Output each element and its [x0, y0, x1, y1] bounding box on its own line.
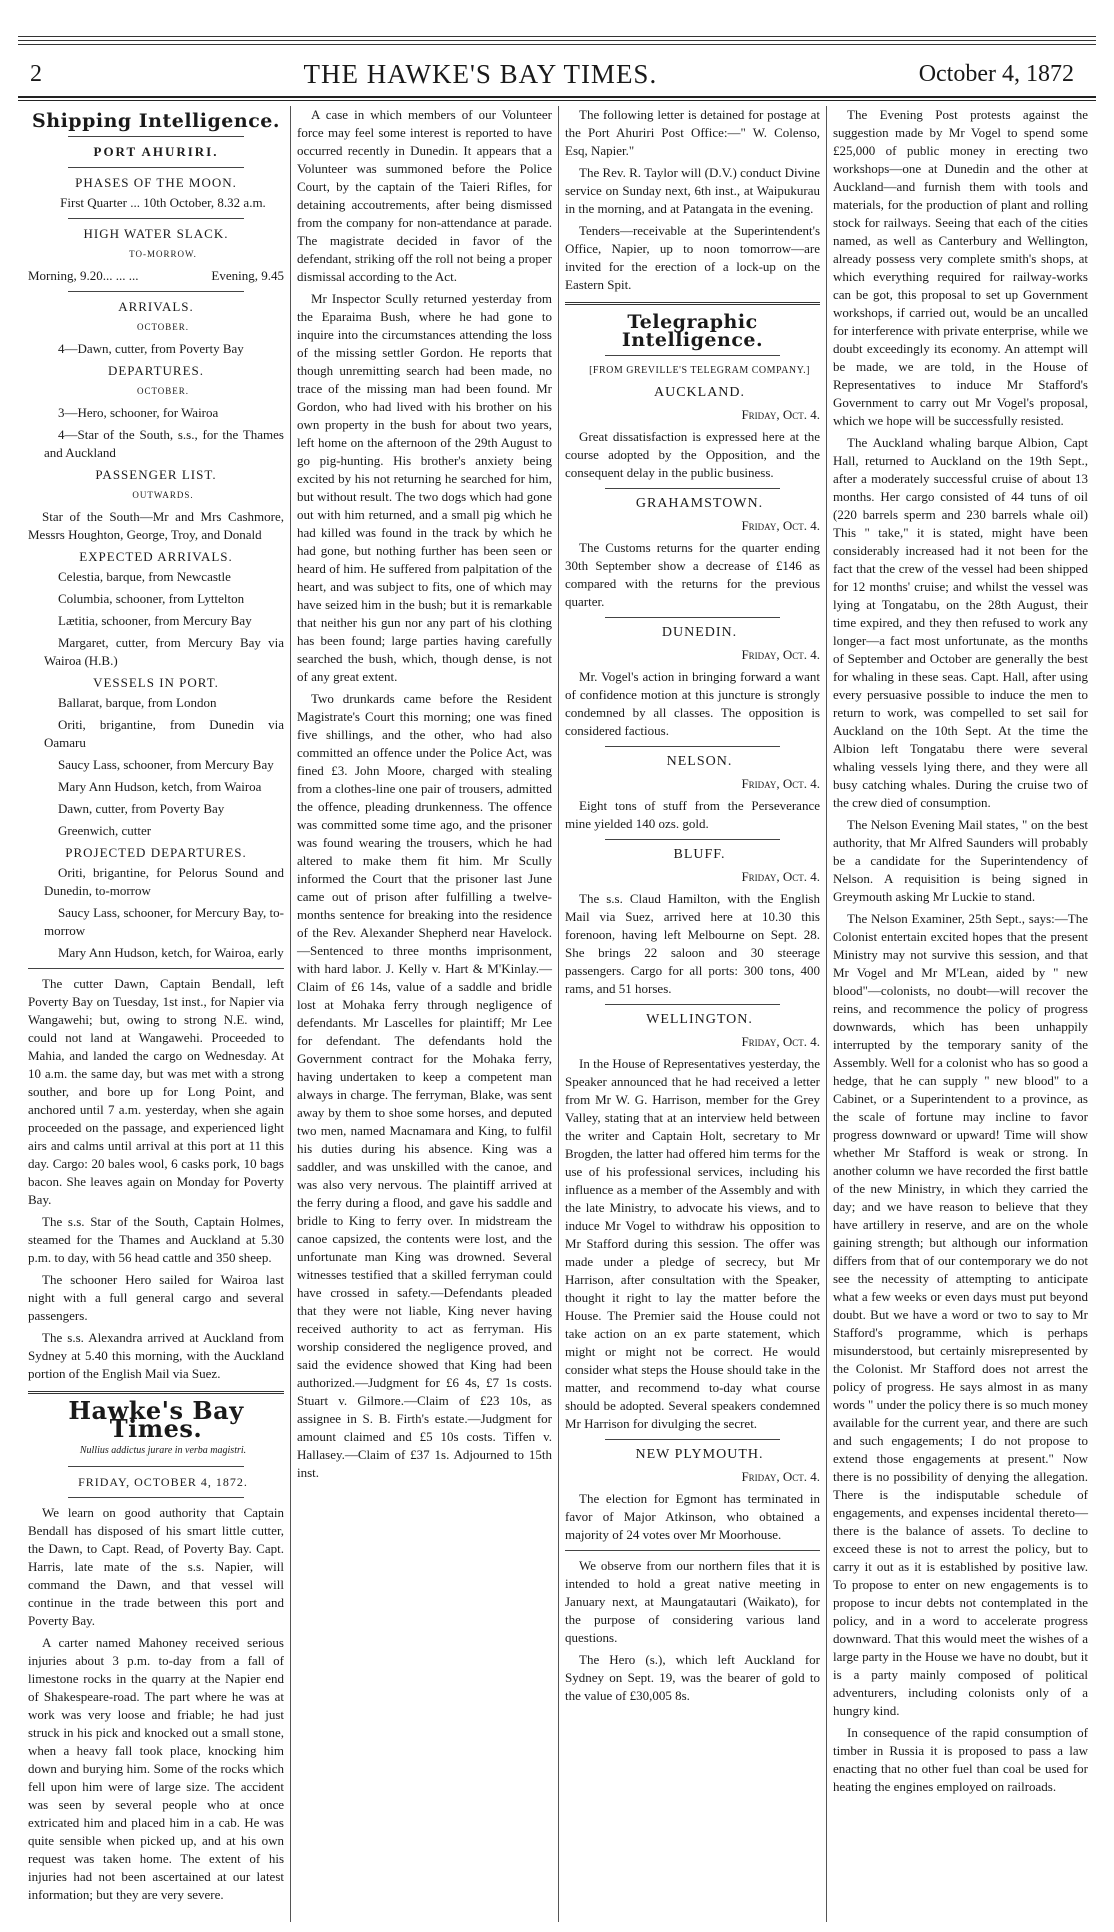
masthead-rule	[18, 96, 1096, 98]
departures-month: OCTOBER.	[136, 386, 190, 396]
divider	[28, 1391, 284, 1394]
arrival-item: 4—Dawn, cutter, from Poverty Bay	[58, 341, 244, 356]
divider	[605, 1004, 780, 1005]
dispatch-date: Friday, Oct. 4.	[741, 1469, 820, 1484]
divider	[68, 1497, 244, 1498]
dispatch-date: Friday, Oct. 4.	[741, 869, 820, 884]
page-number: 2	[30, 60, 42, 87]
news-paragraph: The Hero (s.), which left Auckland for Sydney on Sept. 19, was the bearer of gold to the value of £30,005 8s.	[565, 1652, 820, 1703]
dispatch-text: Great dissatisfaction is expressed here at the course adopted by the Opposition, and the consequent delay in the public business.	[565, 429, 820, 480]
shipping-heading: Shipping Intelligence.	[32, 110, 280, 132]
shipping-note: The s.s. Alexandra arrived at Auckland from Sydney at 5.40 this morning, with the Auckland portion of the English Mail via Suez.	[28, 1330, 284, 1381]
dispatch-text: The election for Egmont has terminated in favor of Major Atkinson, who obtained a majority of 24 votes over Mr Moorhouse.	[565, 1491, 820, 1542]
editorial-paragraph: We learn on good authority that Captain Bendall has disposed of his smart little cutter, the Dawn, to Capt. Read, of Poverty Bay. Capt. Harris, late mate of the s.s. Napier, will command the Dawn, and that vessel will continue in the trade between this port and Poverty Bay.	[28, 1505, 284, 1628]
expected-item: Margaret, cutter, from Mercury Bay via Wairoa (H.B.)	[44, 635, 284, 668]
divider	[68, 136, 244, 137]
divider	[605, 746, 780, 747]
shipping-note: The cutter Dawn, Captain Bendall, left Poverty Bay on Tuesday, 1st inst., for Napier via Wangawehi; but, owing to strong N.E. wind, could not land at Wangawehi. Proceeded to Mahia, and landed the cargo on Wednesday. At 10 a.m. the same day, but was met with a strong souther, and bore up for Long Point, and anchored until 7 a.m. yesterday, when she again proceeded on the passage, and experienced light airs and calms until arrival at this port at 11 this day. Cargo: 20 bales wool, 6 casks pork, 10 bags bacon. She leaves again on Monday for Poverty Bay.	[28, 976, 284, 1207]
dispatch-place: DUNEDIN.	[661, 625, 738, 640]
in-port-item: Greenwich, cutter	[58, 823, 152, 838]
column-2	[290, 106, 558, 1922]
top-rules	[18, 36, 1096, 48]
columns	[22, 106, 1094, 1922]
tide-sub: TO-MORROW.	[129, 249, 197, 259]
divider	[565, 302, 820, 305]
editorial-date: FRIDAY, OCTOBER 4, 1872.	[78, 1475, 248, 1489]
divider	[605, 1439, 780, 1440]
issue-date: October 4, 1872	[918, 60, 1074, 87]
dispatch-date: Friday, Oct. 4.	[741, 407, 820, 422]
news-paragraph: The Auckland whaling barque Albion, Capt Hall, returned to Auckland on the 19th Sept., after a moderately successful cruise of about 13 months. Her cargo consisted of 44 tuns of oil (220 barrels sperm and 230 barrels whale oil) This " take," it is stated, might have been considerably increased had it not been for the fact that the crew of the vessel had been shipped for 12 months' cruise; and whilst the vessel was lying at Tongatabu, on the 28th August, their time expired, and they then refused to work any longer—a fact most unfortunate, as the months of September and October are generally the best for whaling in these seas. Capt. Hall, after using every persuasive possible to induce the men to return to work, was compelled to set sail for Auckland on the 10th Sept. At the time the Albion left Tongatabu there were several whaling vessels lying there, and they were all busy catching whales. During the cruise two of the crew died of consumption.	[833, 435, 1088, 810]
expected-item: Lætitia, schooner, from Mercury Bay	[58, 613, 252, 628]
editorial-paragraph: A carter named Mahoney received serious injuries about 3 p.m. to-day from a fall of limestone rocks in the quarry at the Napier end of Shakespeare-road. The part where he was at work was very loose and friable; he had just struck in his pick and knocked out a small stone, when a heavy fall took place, knocking him down and burying him. Some of the rocks which fell upon him were of large size. The accident was seen by several people who at once extricated him and placed him in a cab. He was quite sensible when picked up, and at his own request was taken home. The extent of his injuries had not been ascertained at our latest information; but they are very severe.	[28, 1635, 284, 1902]
news-paragraph: We observe from our northern files that it is intended to hold a great native meeting in January next, at Maungatautari (Waikato), for the purpose of considering various land questions.	[565, 1558, 820, 1645]
divider	[565, 1550, 820, 1551]
divider	[605, 355, 780, 356]
divider	[605, 488, 780, 489]
departure-item: 4—Star of the South, s.s., for the Thames and Auckland	[44, 427, 284, 460]
in-port-item: Dawn, cutter, from Poverty Bay	[58, 801, 225, 816]
dispatch-text: The Customs returns for the quarter ending 30th September show a decrease of £146 as compared with the returns for the previous quarter.	[565, 540, 820, 609]
moon-line: First Quarter ... 10th October, 8.32 a.m.	[60, 195, 266, 210]
passenger-sub: OUTWARDS.	[132, 490, 194, 500]
expected-item: Columbia, schooner, from Lyttelton	[58, 591, 245, 606]
divider	[68, 291, 244, 292]
in-port-item: Ballarat, barque, from London	[58, 695, 217, 710]
news-paragraph: In consequence of the rapid consumption of timber in Russia it is proposed to pass a law enacting that no other fuel than coal be used for heating the engines employed on railroads.	[833, 1725, 1088, 1794]
tide-row	[28, 267, 284, 285]
tide-heading: HIGH WATER SLACK.	[83, 226, 229, 241]
newspaper-title: THE HAWKE'S BAY TIMES.	[303, 58, 658, 89]
masthead-rule-thin	[18, 100, 1096, 101]
news-paragraph: Mr Inspector Scully returned yesterday from the Eparaima Bush, where he had gone to inquire into the circumstances attending the loss of the missing settler Gordon. He reports that though unremitting search had been made, no trace of the missing man had been found. Mr Gordon, who had lived with his brother on his own property in the bush for about two years, left home on the afternoon of the 29th August to go pig-hunting. His brother's anxiety being excited by his not returning he searched for him, but without result. The two dogs which had gone out with him returned, and a small pig which he had killed was found in the track by which he had gone, but nothing further has been seen or heard of him. He suffered from palpitation of the heart, and was subject to fits, one of which may have seized him in the bush; but it is remarkable that neither his gun nor any part of his clothing has been found; large parties having carefully searched the bush, which, though dense, is not of any great extent.	[297, 291, 552, 684]
expected-item: Celestia, barque, from Newcastle	[58, 569, 231, 584]
divider	[68, 167, 244, 168]
divider	[605, 839, 780, 840]
masthead	[30, 58, 1074, 90]
dispatch-text: The s.s. Claud Hamilton, with the English Mail via Suez, arrived here at 10.30 this forenoon, having left Melbourne on Sept. 28. She brings 22 saloon and 30 steerage passengers. Cargo for all ports: 300 tons, 400 rams, and 51 horses.	[565, 891, 820, 996]
column-3	[558, 106, 826, 1922]
divider	[605, 617, 780, 618]
dispatch-place: NEW PLYMOUTH.	[635, 1447, 764, 1462]
projected-item: Mary Ann Hudson, ketch, for Wairoa, early	[58, 945, 284, 960]
dispatch-place: WELLINGTON.	[646, 1012, 753, 1027]
editorial-motto: Nullius addictus jurare in verba magistri.	[79, 1445, 247, 1456]
news-paragraph: Two drunkards came before the Resident Magistrate's Court this morning; one was fined five shillings, and the other, who had also committed an offence under the Police Act, was fined £3. John Moore, charged with stealing from a clothes-line one pair of trousers, admitted the offence, pleading drunkenness. The offence was committed some time ago, and the prisoner was found wearing the trousers, which he had altered to make them fit him. Mr Scully informed the Court that the prisoner last June came out of prison after fulfilling a twelve-months sentence for breaking into the residence of the Rev. Alexander Shepherd near Havelock.—Sentenced to three months imprisonment, with hard labor. J. Kelly v. Hart & M'Kinlay.—Claim of £6 14s, value of a saddle and bridle lost at Mohaka ferry through negligence of defendants. Mr Lascelles for plaintiff; Mr Lee for defendant. The defendants hold the Government contract for the Mohaka ferry, having undertaken to keep a competent man always in charge. The ferryman, Blake, was sent away by them to shoe some horses, and deputed two men, named Macnamara and King, to fulfil his duties during his absence. King was a saddler, and was unskilled with the canoe, and was also very nervous. The plaintiff arrived at the ferry during a flood, and gave his saddle and bridle to King to ferry over. In midstream the canoe capsized, the contents were lost, and the unfortunate man King was drowned. Several witnesses testified that a skilled ferryman could have crossed in safety.—Defendants pleaded that they were not liable, King never having received authority to act as ferryman. His worship considered the negligence proved, and said the evidence showed that King had been authorized.—Judgment for £6 4s, £7 1s costs. Stuart v. Gilmore.—Claim of £23 10s, as assignee in S. B. Firth's estate.—Judgment for amount claimed and £5 10s costs. Tiffen v. Hallasey.—Claim of £37 1s. Adjourned to 15th inst.	[297, 691, 552, 1480]
passenger-text: Star of the South—Mr and Mrs Cashmore, Messrs Houghton, George, Troy, and Donald	[28, 509, 284, 542]
dispatch-place: GRAHAMSTOWN.	[635, 496, 764, 511]
passenger-heading: PASSENGER LIST.	[95, 467, 217, 482]
projected-item: Saucy Lass, schooner, for Mercury Bay, to-morrow	[44, 905, 284, 938]
in-port-heading: VESSELS IN PORT.	[93, 675, 219, 690]
port-heading: PORT AHURIRI.	[93, 144, 219, 159]
arrivals-heading: ARRIVALS.	[118, 299, 194, 314]
dispatch-place: AUCKLAND.	[653, 385, 746, 400]
projected-heading: PROJECTED DEPARTURES.	[65, 845, 247, 860]
divider	[68, 1466, 244, 1467]
dispatch-place: BLUFF.	[673, 847, 726, 862]
moon-heading: PHASES OF THE MOON.	[75, 175, 237, 190]
divider	[68, 218, 244, 219]
divider	[28, 968, 284, 969]
dispatch-place: NELSON.	[666, 754, 733, 769]
dispatch-date: Friday, Oct. 4.	[741, 776, 820, 791]
news-paragraph: Tenders—receivable at the Superintendent's Office, Napier, up to noon tomorrow—are invited for the erection of a lock-up on the Eastern Spit.	[565, 223, 820, 292]
dispatch-text: Mr. Vogel's action in bringing forward a want of confidence motion at this juncture is strongly condemned by all classes. The opposition is considered factious.	[565, 669, 820, 738]
dispatch-date: Friday, Oct. 4.	[741, 518, 820, 533]
departures-heading: DEPARTURES.	[107, 363, 205, 378]
in-port-item: Mary Ann Hudson, ketch, from Wairoa	[58, 779, 262, 794]
projected-item: Oriti, brigantine, for Pelorus Sound and Dunedin, to-morrow	[44, 865, 284, 898]
news-paragraph: The Rev. R. Taylor will (D.V.) conduct Divine service on Sunday next, 6th inst., at Waipukurau in the morning, and at Patangata in the evening.	[565, 165, 820, 216]
dispatch-text: In the House of Representatives yesterday, the Speaker announced that he had received a letter from Mr W. G. Harrison, member for the Grey Valley, stating that at an interview held between the writer and Captain Holt, secretary to Mr Brogden, the latter had offered him terms for the use of his professional services, including his influence as a member of the Assembly and with the late Ministry, to advocate his views, and to induce Mr Vogel to withdraw his opposition to Mr Stafford during this session. The offer was made under a pledge of secrecy, but Mr Harrison, after consultation with the Speaker, thought it right to lay the matter before the House. The Premier said the House could not take action on an ex parte statement, which might or might not be correct. He would consider what steps the House should take in the matter, and recommend to-day what course should be adopted. Several speakers condemned Mr Harrison for divulging the secret.	[565, 1056, 820, 1431]
news-paragraph: The Nelson Examiner, 25th Sept., says:—The Colonist entertain excited hopes that the present Ministry may not survive this session, and that Mr Vogel and Mr M'Lean, aided by " new blood"—colonists, no doubt—will recover the reins, and recommence the policy of progress downwards, which has been unhappily interrupted by the temporary sanity of the Assembly. Well for a colonist who has so good a hedge, that he can supply " new blood" to a Cabinet, or a Superintendent to a province, as the scale of fortune may incline to favor progress downward or upward! Time will show whether Mr Stafford is weak or strong. In another column we have recorded the first battle of the new Ministry, in which they carried the day; and we have reason to believe that they have artillery in reserve, and are on the whole gaining strength; but although our information differs from that of our contemporary we do not see the necessity of attempting to anticipate what a few weeks or even days must put beyond doubt. But we have a word or two to say to Mr Stafford's programme, which is perhaps misunderstood, but certainly misrepresented by the Colonist. Mr Stafford does not arrest the policy of progress. He says almost in as many words " under the policy there is so much money available for the current year, and there are such and such engagements; I do not propose to extend those engagements at present." Now there is no possibility of denying the allegation. There is the indisputable schedule of engagements, and expenses incidental thereto—there is the balance of assets. To decline to exceed these is not to arrest the policy, but to carry it out as it is established by positive law. To propose to enter on new engagements is to propose to incur debts not contemplated in the policy, and in a word to accelerate progress downward. That this would meet the wishes of a large party in the House we have no doubt, but it is a party mainly composed of political adventurers, including colonists only of a hungry kind.	[833, 911, 1088, 1718]
arrivals-month: OCTOBER.	[136, 322, 190, 332]
telegraph-source: [FROM GREVILLE'S TELEGRAM COMPANY.]	[589, 365, 810, 376]
news-paragraph: A case in which members of our Volunteer force may feel some interest is reported to have occurred recently in Dunedin. It appears that a Volunteer was summoned before the Police Court, by the captain of the Taieri Rifles, for detaining accoutrements, after being dismissed from the company for non-attendance at parade. The magistrate decided in favor of the defendant, striking off the roll not being a proper dismissal according to the Act.	[297, 107, 552, 284]
column-1	[22, 106, 290, 1922]
column-4	[826, 106, 1094, 1922]
in-port-item: Oriti, brigantine, from Dunedin via Oamaru	[44, 717, 284, 750]
expected-heading: EXPECTED ARRIVALS.	[79, 549, 233, 564]
dispatch-date: Friday, Oct. 4.	[741, 1034, 820, 1049]
telegraph-heading: Telegraphic Intelligence.	[621, 311, 764, 351]
editorial-heading: Hawke's Bay Times.	[68, 1396, 244, 1443]
in-port-item: Saucy Lass, schooner, from Mercury Bay	[58, 757, 274, 772]
news-paragraph: The Evening Post protests against the suggestion made by Mr Vogel to spend some £25,000 of public money in erecting two workshops—one at Dunedin and the other at Auckland—and furnish them with tools and materials, for the production of plant and rolling stock for railways. Seeing that each of the cities named, as well as Canterbury and Wellington, already possess very complete smith's shops, at which everything required for railway-works can be got, this proposal to set up Government workshops, if carried out, would be an uncalled for interference with private enterprise, while we doubt exceedingly its economy. An attempt will be made, we are told, in the House of Representatives to induce Mr Stafford's Government to carry out Mr Vogel's proposal, which we hope will be successfully resisted.	[833, 107, 1088, 428]
shipping-note: The schooner Hero sailed for Wairoa last night with a full general cargo and several passengers.	[28, 1272, 284, 1323]
dispatch-date: Friday, Oct. 4.	[741, 647, 820, 662]
tide-morning: Morning, 9.20... ... ...	[28, 268, 139, 283]
tide-evening: Evening, 9.45	[211, 268, 284, 283]
news-paragraph: The Nelson Evening Mail states, " on the best authority, that Mr Alfred Saunders will probably be a candidate for the Superintendency of Nelson. A requisition is being signed in Greymouth asking Mr Luckie to stand.	[833, 817, 1088, 904]
departure-item: 3—Hero, schooner, for Wairoa	[58, 405, 219, 420]
shipping-note: The s.s. Star of the South, Captain Holmes, steamed for the Thames and Auckland at 5.30 p.m. to day, with 56 head cattle and 350 sheep.	[28, 1214, 284, 1265]
dispatch-text: Eight tons of stuff from the Perseverance mine yielded 140 ozs. gold.	[565, 798, 820, 831]
news-paragraph: The following letter is detained for postage at the Port Ahuriri Post Office:—" W. Colenso, Esq, Napier."	[565, 107, 820, 158]
